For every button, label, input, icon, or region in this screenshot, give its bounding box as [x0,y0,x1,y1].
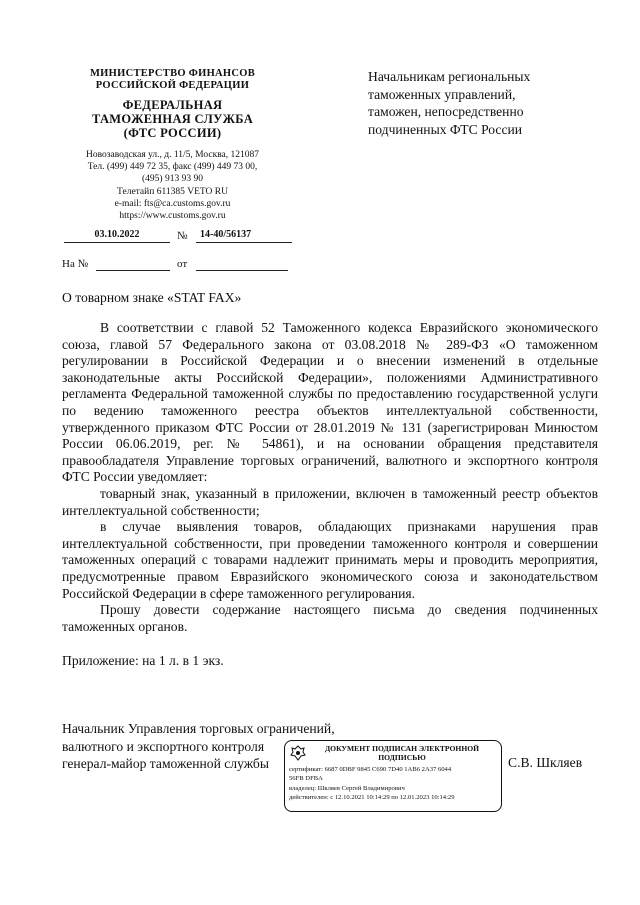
contact-line: Тел. (499) 449 72 35, факс (499) 449 73 00, [87,162,258,173]
ministry-line: РОССИЙСКОЙ ФЕДЕРАЦИИ [95,80,250,91]
agency-line: ТАМОЖЕННАЯ СЛУЖБА [91,112,254,126]
stamp-certificate-cont: 56FB DFBA [289,775,323,783]
document-date: 03.10.2022 [64,228,170,243]
stamp-title-line: ПОДПИСЬЮ [378,753,426,763]
contact-line: https://www.customs.gov.ru [119,211,226,222]
ministry-line: МИНИСТЕРСТВО ФИНАНСОВ [89,68,256,79]
body-paragraph: В соответствии с главой 52 Таможенного кодекса Евразийского экономического союза, главой 57 Федерального закона от 03.08.2018 № 289-ФЗ «О таможенном регулировании в Российской Федерации и о внесении изменений в отдельные законодательные акты Российской Федерации», положениями Административного регламента Федеральной таможенной службы по предоставлению государственной услуги по ведению таможенного реестра объектов интеллектуальной собственности, утвержденного приказом ФТС России от 28.01.2019 № 131 (зарегистрирован Минюстом России 06.06.2019, рег. № 54861), и на основании обращения представителя правообладателя Управление торговых ограничений, валютного и экспортного контроля ФТС России уведомляет: [62,320,598,485]
contact-line: (495) 913 93 90 [142,174,203,185]
position-line: генерал-майор таможенной службы [62,756,269,771]
ref-label: На № [62,258,89,270]
stamp-validity: действителен: с 12.10.2021 10:14:29 по 12.01.2023 10:14:29 [289,793,455,801]
letterhead [60,68,285,222]
position-line: Начальник Управления торговых ограничений, [62,721,335,736]
letter-body [62,320,598,670]
ref-date-blank [196,258,288,271]
electronic-signature-stamp [284,740,502,812]
stamp-owner: владелец: Шкляев Сергей Владимирович [289,784,405,792]
position-line: валютного и экспортного контроля [62,738,265,754]
addressee-line: Начальникам региональных [368,69,531,84]
document-number: 14-40/56137 [196,228,292,243]
stamp-certificate: сертификат: 6687 0DBF 9845 C690 7D40 1AB6 2A37 6044 [289,766,452,773]
ref-from-label: от [177,258,188,270]
number-sign: № [177,230,188,242]
signatory-name: С.В. Шкляев [508,755,583,770]
addressee-line: таможен, непосредственно [368,104,524,119]
body-paragraph: Прошу довести содержание настоящего письма до сведения подчиненных таможенных органов. [62,602,598,634]
addressee-line: подчиненных ФТС России [368,121,523,137]
contact-line: Телетайп 611385 VETO RU [117,186,228,197]
contact-line: e-mail: fts@ca.customs.gov.ru [114,198,231,209]
agency-line: ФЕДЕРАЛЬНАЯ [122,98,223,112]
contact-line: Новозаводская ул., д. 11/5, Москва, 121087 [85,150,260,160]
body-paragraph: в случае выявления товаров, обладающих признаками нарушения прав интеллектуальной собственности, при проведении таможенного контроля и совершении таможенных операций с товарами надлежит принимать меры и проводить мероприятия, предусмотренные правом Евразийского экономического союза и законодательством Российской Федерации в сфере таможенного регулирования. [62,519,598,601]
stamp-title-line: ДОКУМЕНТ ПОДПИСАН ЭЛЕКТРОННОЙ [324,744,480,753]
attachment-note: Приложение: на 1 л. в 1 экз. [62,653,224,669]
subject: О товарном знаке «STAT FAX» [62,290,242,305]
addressee [368,68,608,138]
body-paragraph: товарный знак, указанный в приложении, включен в таможенный реестр объектов интеллектуальной собственности; [62,485,598,518]
ref-number-blank [96,258,170,271]
coat-of-arms-icon [289,744,307,762]
addressee-line: таможенных управлений, [368,86,516,102]
agency-line: (ФТС РОССИИ) [123,126,222,140]
